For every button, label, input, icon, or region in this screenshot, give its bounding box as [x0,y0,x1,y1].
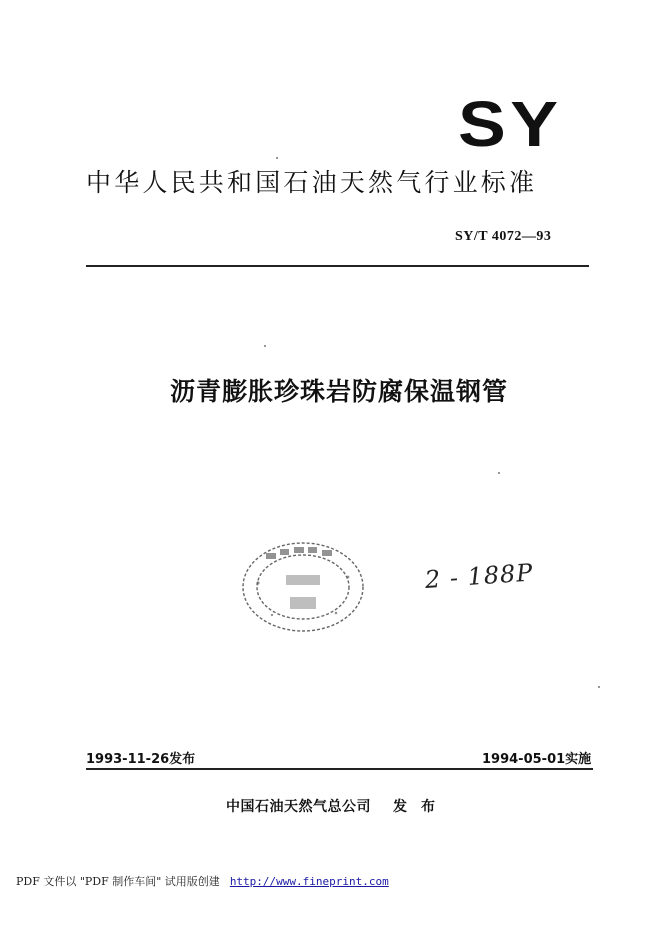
scan-speck [598,686,600,688]
pdf-footer [16,873,389,889]
bottom-divider [86,768,593,770]
handwritten-note: 2 - 188P [424,558,535,594]
scan-speck [498,472,500,474]
top-divider [86,265,589,267]
scan-speck [264,345,266,347]
issue-date: 1993-11-26发布 [86,752,196,767]
footer-note: PDF 文件以 "PDF 制作车间" 试用版创建 [16,875,220,888]
stamp-seal-icon [238,535,368,635]
effective-date: 1994-05-01实施 [482,752,592,767]
publisher-line [226,796,449,816]
org-title: 中华人民共和国石油天然气行业标准 [86,168,538,197]
standard-logo: SY [458,88,563,160]
publisher-name: 中国石油天然气总公司 [226,799,371,815]
publisher-verb: 发布 [393,799,449,815]
scan-speck [276,157,278,159]
library-stamp [238,535,368,635]
standard-code: SY/T 4072—93 [455,229,552,244]
document-title: 沥青膨胀珍珠岩防腐保温钢管 [169,377,508,406]
footer-link[interactable]: http://www.fineprint.com [229,875,389,888]
